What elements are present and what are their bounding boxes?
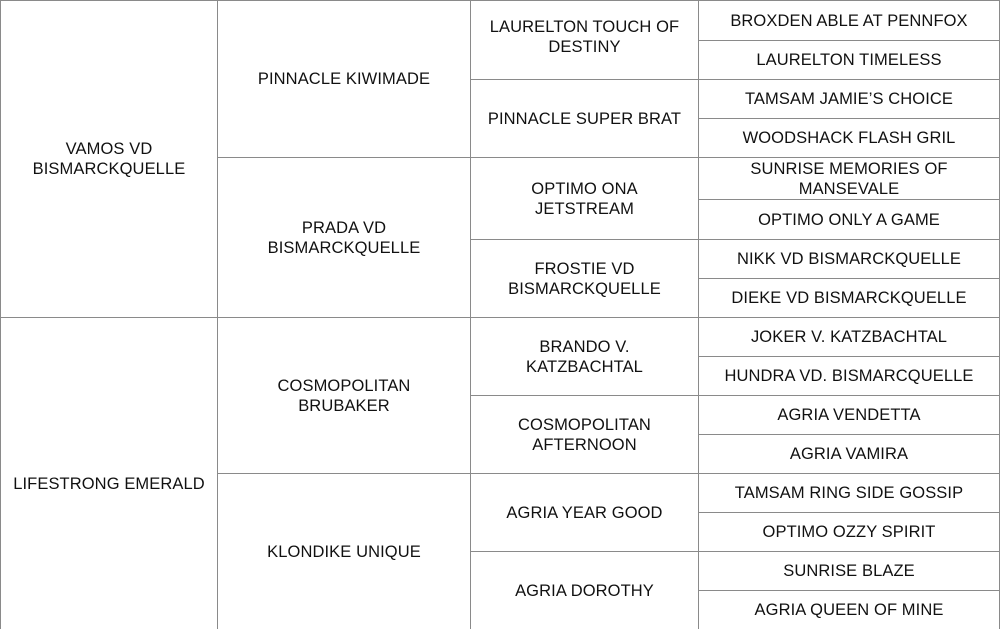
great-great-grandparent-name: NIKK VD BISMARCKQUELLE (736, 250, 962, 268)
great-grandparent-name: BRANDO V. KATZBACHTAL (526, 337, 643, 376)
grandparent-cell (218, 318, 471, 474)
great-grandparent-name: PINNACLE SUPER BRAT (487, 109, 682, 128)
great-great-grandparent-name: AGRIA VAMIRA (789, 445, 909, 463)
great-great-grandparent-cell (699, 80, 1000, 119)
great-great-grandparent-name: AGRIA QUEEN OF MINE (754, 601, 944, 619)
great-great-grandparent-name: TAMSAM JAMIE’S CHOICE (744, 90, 954, 108)
grandparent-cell (218, 0, 471, 158)
grandparent-name: PINNACLE KIWIMADE (257, 70, 431, 88)
great-great-grandparent-name: OPTIMO ONLY A GAME (758, 210, 940, 229)
great-grandparent-cell (471, 80, 699, 158)
great-grandparent-cell (471, 396, 699, 474)
grandparent-cell (218, 474, 471, 629)
great-grandparent-name: COSMOPOLITAN AFTERNOON (518, 415, 651, 454)
great-great-grandparent-name: OPTIMO OZZY SPIRIT (762, 523, 936, 541)
great-great-grandparent-cell (699, 396, 1000, 435)
great-great-grandparent-cell (699, 513, 1000, 552)
great-great-grandparent-cell (699, 552, 1000, 591)
great-great-grandparent-cell (699, 200, 1000, 240)
great-great-grandparent-cell (699, 41, 1000, 80)
great-great-grandparent-cell (699, 435, 1000, 474)
great-grandparent-cell (471, 474, 699, 552)
great-great-grandparent-name: DIEKE VD BISMARCKQUELLE (731, 289, 967, 307)
great-great-grandparent-cell (699, 240, 1000, 279)
great-grandparent-cell (471, 552, 699, 629)
great-great-grandparent-name: LAURELTON TIMELESS (756, 51, 942, 69)
sire-name: VAMOS VD BISMARCKQUELLE (32, 140, 186, 178)
great-great-grandparent-name: SUNRISE MEMORIES OF MANSEVALE (750, 159, 948, 198)
great-great-grandparent-name: SUNRISE BLAZE (783, 562, 915, 580)
great-grandparent-cell (471, 0, 699, 80)
great-great-grandparent-name: AGRIA VENDETTA (777, 406, 921, 424)
great-great-grandparent-cell (699, 318, 1000, 357)
pedigree-dam-cell (0, 318, 218, 629)
dam-name: LIFESTRONG EMERALD (13, 474, 205, 493)
great-great-grandparent-name: HUNDRA VD. BISMARCQUELLE (724, 367, 974, 385)
great-great-grandparent-cell (699, 279, 1000, 318)
great-great-grandparent-cell (699, 119, 1000, 158)
great-grandparent-cell (471, 158, 699, 240)
grandparent-name: PRADA VD BISMARCKQUELLE (267, 218, 421, 257)
grandparent-name: COSMOPOLITAN BRUBAKER (277, 376, 411, 415)
great-grandparent-name: LAURELTON TOUCH OF DESTINY (489, 18, 680, 56)
great-great-grandparent-name: WOODSHACK FLASH GRIL (742, 129, 956, 147)
great-great-grandparent-name: JOKER V. KATZBACHTAL (750, 328, 948, 346)
great-grandparent-name: OPTIMO ONA JETSTREAM (531, 179, 638, 218)
great-grandparent-cell (471, 240, 699, 318)
great-great-grandparent-cell (699, 0, 1000, 41)
pedigree-sire-cell (0, 0, 218, 318)
great-grandparent-name: AGRIA DOROTHY (515, 581, 654, 600)
grandparent-cell (218, 158, 471, 318)
great-great-grandparent-cell (699, 357, 1000, 396)
great-great-grandparent-name: TAMSAM RING SIDE GOSSIP (734, 484, 964, 502)
great-great-grandparent-cell (699, 591, 1000, 629)
great-grandparent-name: FROSTIE VD BISMARCKQUELLE (508, 259, 661, 298)
great-great-grandparent-cell (699, 158, 1000, 200)
great-grandparent-name: AGRIA YEAR GOOD (506, 503, 663, 522)
great-great-grandparent-cell (699, 474, 1000, 513)
grandparent-name: KLONDIKE UNIQUE (267, 542, 421, 561)
great-great-grandparent-name: BROXDEN ABLE AT PENNFOX (730, 11, 968, 30)
great-grandparent-cell (471, 318, 699, 396)
